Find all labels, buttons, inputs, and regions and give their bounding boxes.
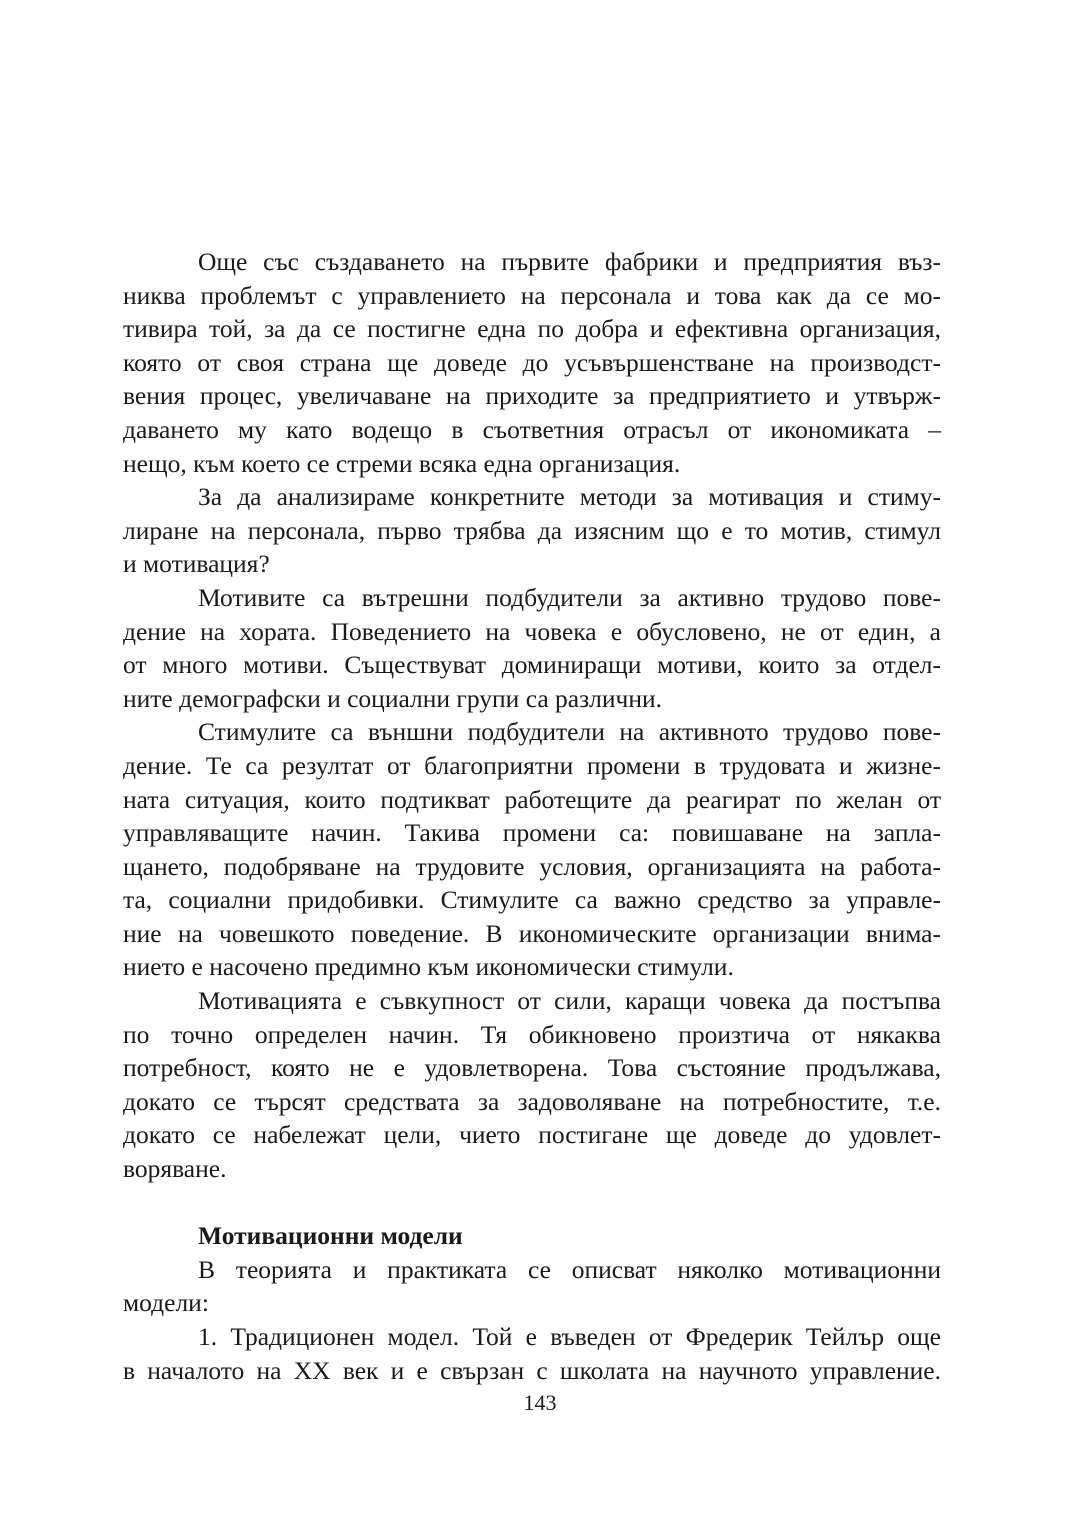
text-line: вения процес, увеличаване на приходите за предприятието и утвърж- bbox=[123, 381, 941, 411]
paragraph bbox=[123, 984, 941, 1186]
text-line: ната ситуация, които подтикват работещите да реагират по желан от bbox=[123, 784, 941, 814]
text-line: та, социални придобивки. Стимулите са важно средство за управле- bbox=[123, 885, 941, 915]
text-line: управляващите начин. Такива промени са: повишаване на запла- bbox=[123, 818, 941, 848]
text-line: даването му като водещо в съответния отрасъл от икономиката – bbox=[123, 414, 941, 444]
text-line: дение на хората. Поведението на човека е обусловено, не от един, а bbox=[123, 616, 941, 646]
text-line: никва проблемът с управлението на персонала и това как да се мо- bbox=[123, 280, 941, 310]
text-line: 1. Традиционен модел. Той е въведен от Фредерик Тейлър още bbox=[198, 1322, 941, 1351]
text-line: Мотивацията е съвкупност от сили, каращи човека да постъпва bbox=[198, 986, 941, 1016]
text-line: дение. Те са резултат от благоприятни промени в трудовата и жизне- bbox=[123, 750, 941, 780]
text-line: За да анализираме конкретните методи за мотивация и стиму- bbox=[198, 482, 941, 512]
text-line: В теорията и практиката се описват няколко мотивационни bbox=[198, 1254, 941, 1284]
text-line: и мотивация? bbox=[123, 549, 270, 579]
text-line: ние на човешкото поведение. В икономическите организации внима- bbox=[123, 918, 941, 948]
text-line: ните демографски и социални групи са различни. bbox=[123, 683, 663, 713]
section-heading: Мотивационни модели bbox=[198, 1221, 463, 1251]
text-line: докато се набележат цели, чието постигане ще доведе до удовлет- bbox=[123, 1120, 941, 1150]
paragraph bbox=[123, 245, 941, 480]
paragraph bbox=[123, 1320, 941, 1387]
text-line: Още със създаването на първите фабрики и предприятия въз- bbox=[198, 247, 941, 276]
section-spacer bbox=[123, 1186, 941, 1220]
text-line: която от своя страна ще доведе до усъвършенстване на производст- bbox=[123, 347, 941, 377]
text-line: в началото на XX век и е свързан с школата на научното управление. bbox=[123, 1355, 941, 1385]
page-number: 143 bbox=[523, 1390, 557, 1415]
text-line: тивира той, за да се постигне една по добра и ефективна организация, bbox=[123, 314, 941, 344]
text-line: потребност, която не е удовлетворена. Това състояние продължава, bbox=[123, 1053, 941, 1083]
paragraph bbox=[123, 480, 941, 581]
text-line: нието е насочено предимно към икономически стимули. bbox=[123, 952, 734, 982]
text-line: от много мотиви. Съществуват доминиращи мотиви, които за отдел- bbox=[123, 650, 941, 680]
paragraph bbox=[123, 1253, 941, 1320]
body-text bbox=[123, 245, 941, 1387]
text-line: воряване. bbox=[123, 1154, 227, 1184]
text-line: Стимулите са външни подбудители на активното трудово пове- bbox=[198, 717, 941, 747]
text-line: лиране на персонала, първо трябва да изясним що е то мотив, стимул bbox=[123, 515, 941, 545]
text-line: докато се търсят средствата за задоволяване на потребностите, т.е. bbox=[123, 1086, 941, 1116]
paragraph bbox=[123, 581, 941, 715]
text-line: Мотивите са вътрешни подбудители за активно трудово пове- bbox=[198, 582, 941, 612]
text-line: модели: bbox=[123, 1288, 209, 1318]
paragraph bbox=[123, 715, 941, 984]
text-line: по точно определен начин. Тя обикновено произтича от някаква bbox=[123, 1019, 941, 1049]
text-line: нещо, към което се стреми всяка една организация. bbox=[123, 448, 681, 478]
text-line: щането, подобряване на трудовите условия, организацията на работа- bbox=[123, 851, 941, 881]
